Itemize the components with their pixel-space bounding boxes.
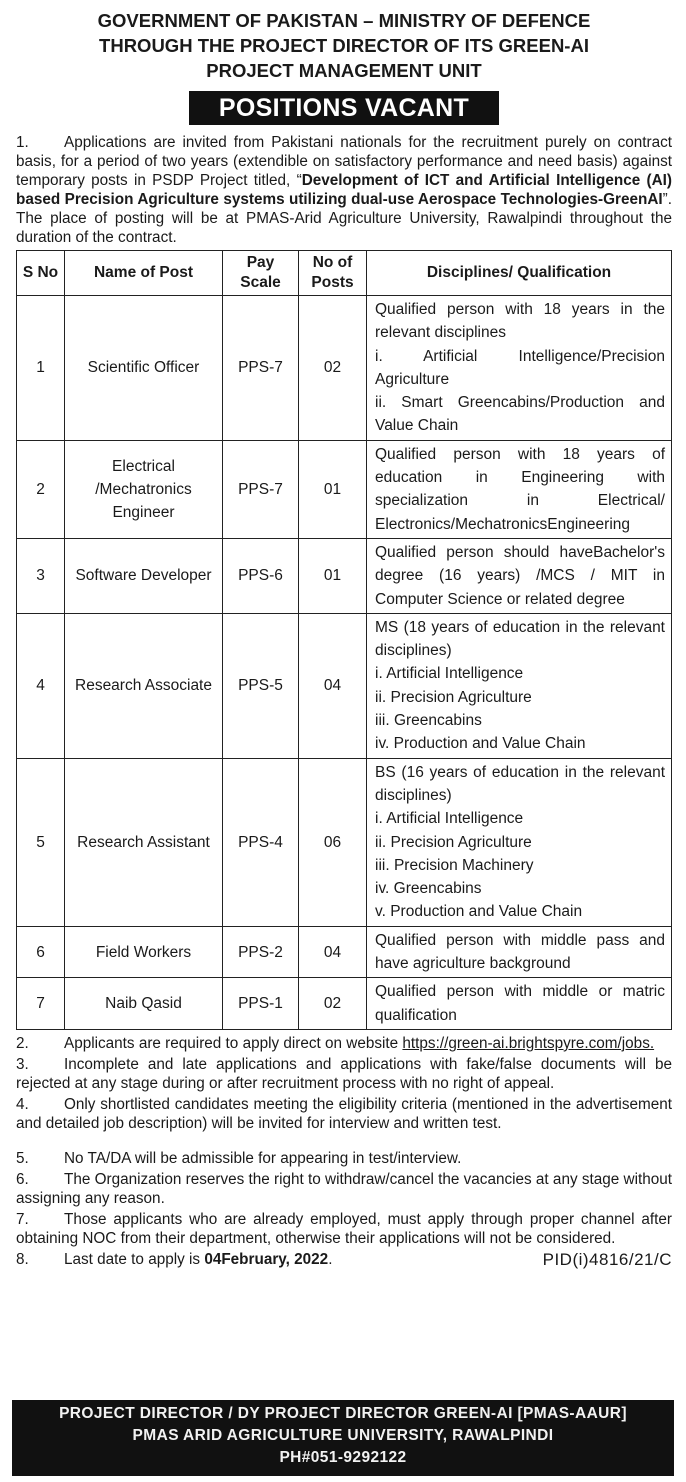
positions-vacant-banner: POSITIONS VACANT bbox=[189, 91, 499, 125]
qualification-line: iii. Precision Machinery bbox=[375, 856, 534, 874]
cell-pay-scale: PPS-4 bbox=[223, 758, 299, 926]
note-text: Applicants are required to apply direct on website bbox=[64, 1034, 403, 1052]
table-row bbox=[17, 758, 672, 926]
positions-table bbox=[16, 250, 672, 1030]
cell-sno: 1 bbox=[17, 296, 65, 441]
cell-sno: 5 bbox=[17, 758, 65, 926]
intro-number: 1. bbox=[16, 134, 29, 151]
header-posts: No of Posts bbox=[299, 251, 367, 296]
note-number: 8. bbox=[16, 1250, 29, 1268]
qualification-line: MS (18 years of education in the relevant disciplines) bbox=[375, 618, 665, 660]
header-line-2: THROUGH THE PROJECT DIRECTOR OF ITS GREEN-AI bbox=[99, 35, 589, 56]
header-line-3: PROJECT MANAGEMENT UNIT bbox=[206, 60, 482, 81]
cell-no-of-posts: 02 bbox=[299, 296, 367, 441]
footer-contact-block bbox=[12, 1400, 674, 1476]
note-text: No TA/DA will be admissible for appearing in test/interview. bbox=[64, 1149, 462, 1167]
cell-qualification bbox=[367, 538, 672, 613]
qualification-line: i. Artificial Intelligence/Precision Agriculture bbox=[375, 347, 665, 388]
cell-qualification bbox=[367, 758, 672, 926]
header-post: Name of Post bbox=[65, 251, 223, 296]
footer-line-3: PH#051-9292122 bbox=[279, 1449, 407, 1466]
qualification-line: Qualified person should haveBachelor's degree (16 years) /MCS / MIT in Computer Science or related degree bbox=[375, 543, 665, 608]
note-3 bbox=[16, 1055, 672, 1093]
cell-no-of-posts: 01 bbox=[299, 440, 367, 538]
project-title: Development of ICT and Artificial Intelligence (AI) based Precision Agriculture systems utilizing dual-use Aerospace Technologies-GreenAI bbox=[16, 172, 672, 208]
note-text: Those applicants who are already employed, must apply through proper channel after obtaining NOC from their department, otherwise their applications will not be considered. bbox=[16, 1210, 672, 1247]
cell-post-name: Research Associate bbox=[65, 613, 223, 758]
qualification-line: Qualified person with 18 years of education in Engineering with specialization in Electrical/ Electronics/MechatronicsEngineering bbox=[375, 445, 665, 533]
note-number: 2. bbox=[16, 1034, 29, 1052]
last-date: 04February, 2022 bbox=[204, 1250, 329, 1268]
cell-sno: 6 bbox=[17, 926, 65, 978]
note-4 bbox=[16, 1095, 672, 1133]
cell-pay-scale: PPS-6 bbox=[223, 538, 299, 613]
cell-sno: 3 bbox=[17, 538, 65, 613]
cell-no-of-posts: 04 bbox=[299, 926, 367, 978]
intro-text-a: Applications are invited from Pakistani nationals for the recruitment purely on contract basis, for a period of two years (extendible on satisfactory performance and need basis) against temporary posts in PSDP Project titled, “ bbox=[16, 134, 672, 189]
qualification-line: BS (16 years of education in the relevant disciplines) bbox=[375, 763, 665, 804]
note-text: The Organization reserves the right to withdraw/cancel the vacancies at any stage without assigning any reason. bbox=[16, 1170, 672, 1207]
note-2 bbox=[16, 1034, 672, 1053]
intro-paragraph bbox=[16, 133, 672, 247]
note-6 bbox=[16, 1170, 672, 1208]
table-row bbox=[17, 538, 672, 613]
cell-post-name: Software Developer bbox=[65, 538, 223, 613]
note-5 bbox=[16, 1149, 672, 1168]
table-row bbox=[17, 296, 672, 441]
cell-sno: 7 bbox=[17, 978, 65, 1030]
notes bbox=[16, 1034, 672, 1270]
cell-pay-scale: PPS-1 bbox=[223, 978, 299, 1030]
footer-line-2: PMAS ARID AGRICULTURE UNIVERSITY, RAWALPINDI bbox=[132, 1427, 554, 1444]
note-number: 7. bbox=[16, 1210, 29, 1228]
cell-qualification bbox=[367, 926, 672, 978]
cell-qualification bbox=[367, 440, 672, 538]
cell-pay-scale: PPS-5 bbox=[223, 613, 299, 758]
cell-no-of-posts: 01 bbox=[299, 538, 367, 613]
note-text: Last date to apply is bbox=[64, 1250, 205, 1268]
qualification-line: iv. Production and Value Chain bbox=[375, 735, 586, 753]
qualification-line: ii. Precision Agriculture bbox=[375, 833, 532, 851]
qualification-line: ii. Smart Greencabins/Production and Value Chain bbox=[375, 394, 665, 435]
note-number: 4. bbox=[16, 1095, 29, 1113]
table-row bbox=[17, 978, 672, 1030]
table-row bbox=[17, 440, 672, 538]
cell-post-name: Research Assistant bbox=[65, 758, 223, 926]
qualification-line: iii. Greencabins bbox=[375, 712, 482, 730]
cell-post-name: Naib Qasid bbox=[65, 978, 223, 1030]
header-line-1: GOVERNMENT OF PAKISTAN – MINISTRY OF DEFENCE bbox=[97, 10, 591, 31]
qualification-line: Qualified person with middle pass and have agriculture background bbox=[375, 931, 665, 973]
header-sno: S No bbox=[17, 251, 65, 296]
banner-wrap bbox=[16, 91, 672, 125]
table-header-row bbox=[17, 251, 672, 296]
header bbox=[16, 0, 672, 83]
note-text: Incomplete and late applications and applications with fake/false documents will be rejected at any stage during or after recruitment process with no right of appeal. bbox=[16, 1055, 672, 1092]
apply-website-link[interactable]: https://green-ai.brightspyre.com/jobs. bbox=[402, 1034, 655, 1052]
note-number: 5. bbox=[16, 1149, 29, 1167]
cell-pay-scale: PPS-7 bbox=[223, 440, 299, 538]
cell-post-name: Field Workers bbox=[65, 926, 223, 978]
qualification-line: ii. Precision Agriculture bbox=[375, 688, 532, 706]
cell-no-of-posts: 06 bbox=[299, 758, 367, 926]
qualification-line: Qualified person with 18 years in the relevant disciplines bbox=[375, 301, 665, 342]
header-qualification: Disciplines/ Qualification bbox=[367, 251, 672, 296]
qualification-line: Qualified person with middle or matric qualification bbox=[375, 983, 665, 1024]
note-number: 3. bbox=[16, 1055, 29, 1073]
note-text: Only shortlisted candidates meeting the eligibility criteria (mentioned in the advertisement and detailed job description) will be invited for interview and written test. bbox=[16, 1095, 672, 1132]
cell-post-name: Electrical /Mechatronics Engineer bbox=[65, 440, 223, 538]
cell-pay-scale: PPS-2 bbox=[223, 926, 299, 978]
note-number: 6. bbox=[16, 1170, 29, 1188]
header-scale: Pay Scale bbox=[223, 251, 299, 296]
cell-sno: 4 bbox=[17, 613, 65, 758]
qualification-line: iv. Greencabins bbox=[375, 880, 482, 898]
table-row bbox=[17, 613, 672, 758]
intro-text-b: ”. The place of posting will be at PMAS-Arid Agriculture University, Rawalpindi throughout the duration of the contract. bbox=[16, 191, 672, 246]
qualification-line: v. Production and Value Chain bbox=[375, 903, 583, 921]
cell-no-of-posts: 04 bbox=[299, 613, 367, 758]
qualification-line: i. Artificial Intelligence bbox=[375, 810, 524, 828]
note-8: 8. Last date to apply is 04February, 2022. PID(i)4816/21/C bbox=[16, 1249, 672, 1269]
table-row bbox=[17, 926, 672, 978]
cell-qualification bbox=[367, 296, 672, 441]
cell-qualification bbox=[367, 978, 672, 1030]
pid-number: PID(i)4816/21/C bbox=[542, 1249, 672, 1269]
cell-no-of-posts: 02 bbox=[299, 978, 367, 1030]
footer-line-1: PROJECT DIRECTOR / DY PROJECT DIRECTOR GREEN-AI [PMAS-AAUR] bbox=[59, 1405, 627, 1422]
spacer bbox=[16, 1135, 672, 1149]
qualification-line: i. Artificial Intelligence bbox=[375, 665, 524, 683]
cell-sno: 2 bbox=[17, 440, 65, 538]
cell-qualification bbox=[367, 613, 672, 758]
cell-pay-scale: PPS-7 bbox=[223, 296, 299, 441]
note-7 bbox=[16, 1210, 672, 1248]
table-body bbox=[17, 296, 672, 1030]
cell-post-name: Scientific Officer bbox=[65, 296, 223, 441]
